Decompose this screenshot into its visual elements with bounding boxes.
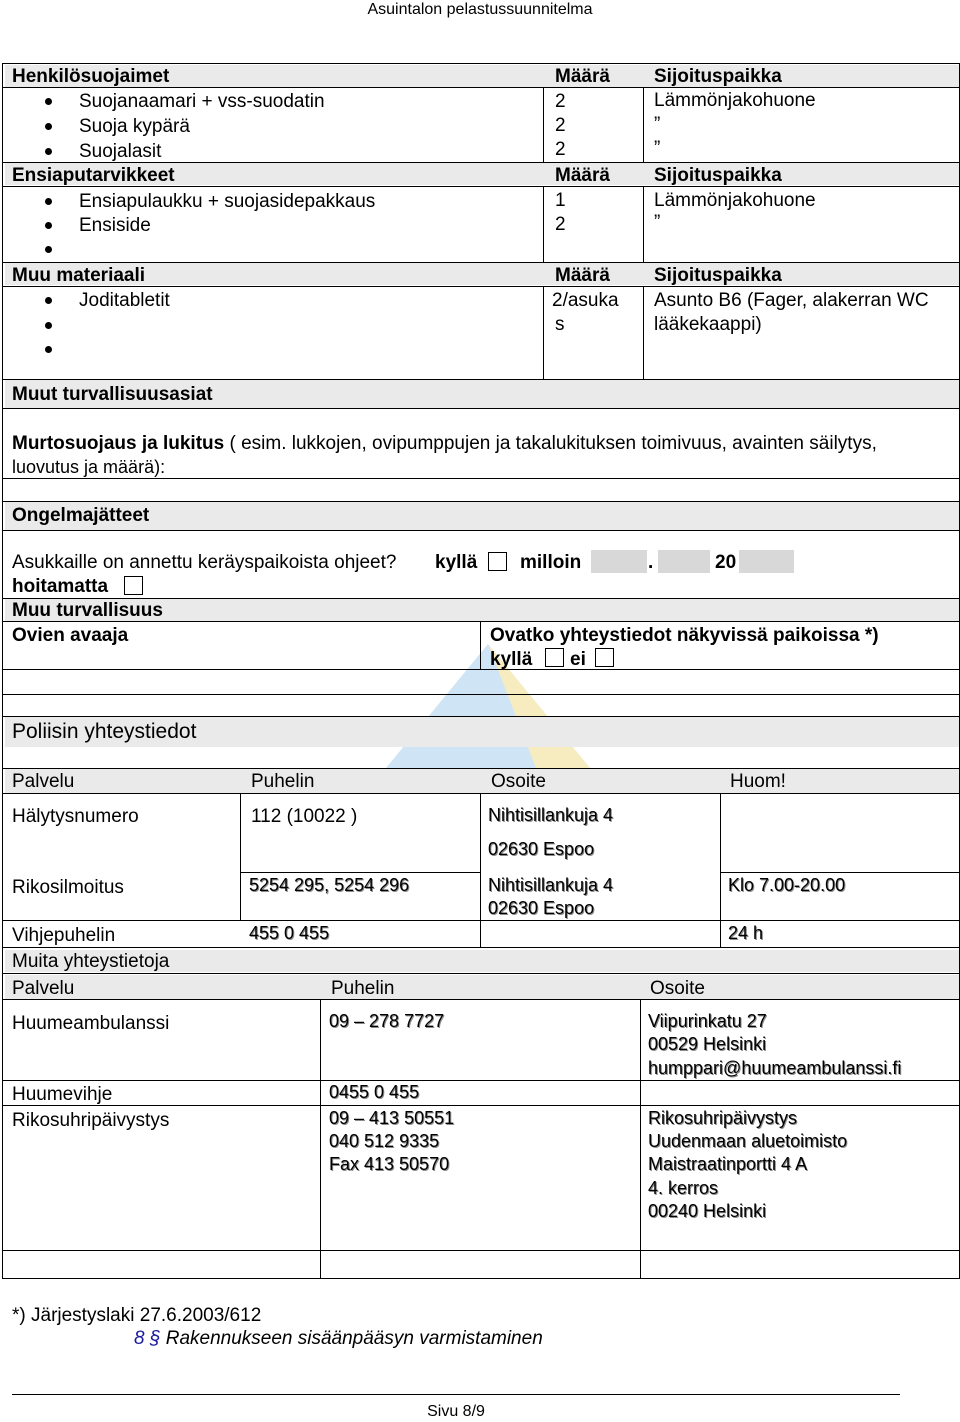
ppe-loc: ” xyxy=(654,114,661,135)
waste-date-month[interactable] xyxy=(658,550,710,573)
drug-tip-service: Huumevihje xyxy=(12,1084,113,1105)
police-col-address: Osoite xyxy=(491,771,546,792)
firstaid-qty: 2 xyxy=(555,214,566,235)
ppe-qty: 2 xyxy=(555,115,566,136)
ppe-loc: Lämmönjakohuone xyxy=(654,90,816,111)
waste-heading: Ongelmajätteet xyxy=(12,505,150,526)
door-opener-label: Ovien avaaja xyxy=(12,625,129,646)
bullet-icon xyxy=(45,198,52,205)
firstaid-qty: 1 xyxy=(555,190,566,211)
waste-not-done-label: hoitamatta xyxy=(12,576,109,597)
tip-note: 24 h xyxy=(728,923,764,943)
firstaid-item: Ensiside xyxy=(79,215,151,236)
lock-label: Murtosuojaus ja lukitus xyxy=(12,433,225,454)
material-heading: Muu materiaali xyxy=(12,265,146,286)
waste-when-label: milloin xyxy=(520,552,582,573)
ppe-loc: ” xyxy=(654,138,661,159)
emergency-postcode: 02630 Espoo xyxy=(488,839,595,859)
report-postcode: 02630 Espoo xyxy=(488,898,595,918)
firstaid-item: Ensiapulaukku + suojasidepakkaus xyxy=(79,191,376,212)
material-loc: Asunto B6 (Fager, alakerran WC xyxy=(654,290,929,311)
waste-yes-label: kyllä xyxy=(435,552,478,573)
other-contacts-heading: Muita yhteystietoja xyxy=(12,951,170,972)
bullet-icon xyxy=(45,346,52,353)
police-heading: Poliisin yhteystiedot xyxy=(12,720,197,743)
crime-duty-fax: Fax 413 50570 xyxy=(329,1154,450,1174)
crime-duty-addr-city: 00240 Helsinki xyxy=(648,1201,767,1221)
bullet-icon xyxy=(45,123,52,130)
crime-duty-addr-office: Uudenmaan aluetoimisto xyxy=(648,1131,848,1151)
ppe-qty: 2 xyxy=(555,91,566,112)
firstaid-heading: Ensiaputarvikkeet xyxy=(12,165,175,186)
ppe-item: Suojalasit xyxy=(79,141,162,162)
report-note: Klo 7.00-20.00 xyxy=(728,875,846,895)
emergency-phone: 112 (10022 ) xyxy=(251,806,358,827)
footnote: *) Järjestyslaki 27.6.2003/612 xyxy=(12,1305,262,1326)
bullet-icon xyxy=(45,222,52,229)
crime-duty-service: Rikosuhripäivystys xyxy=(12,1110,170,1131)
material-loc-cont: lääkekaappi) xyxy=(654,314,762,335)
crime-duty-mobile: 040 512 9335 xyxy=(329,1131,440,1151)
ppe-item: Suojanaamari + vss-suodatin xyxy=(79,91,325,112)
bullet-icon xyxy=(45,322,52,329)
crime-duty-addr-name: Rikosuhripäivystys xyxy=(648,1108,798,1128)
waste-yes-checkbox[interactable] xyxy=(488,552,507,571)
material-qty: 2/asuka xyxy=(552,290,619,311)
running-header: Asuintalon pelastussuunnitelma xyxy=(367,1,593,18)
section-title: Rakennukseen sisäänpääsyn varmistaminen xyxy=(165,1328,543,1349)
police-col-note: Huom! xyxy=(730,771,786,792)
ppe-loc-header: Sijoituspaikka xyxy=(654,66,782,87)
ppe-heading: Henkilösuojaimet xyxy=(12,66,170,87)
firstaid-loc-header: Sijoituspaikka xyxy=(654,165,782,186)
safety-heading: Muut turvallisuusasiat xyxy=(12,384,213,405)
waste-question: Asukkaille on annettu keräyspaikoista ohjeet? xyxy=(12,552,397,573)
crime-duty-addr-floor: 4. kerros xyxy=(648,1178,719,1198)
emergency-service: Hälytysnumero xyxy=(12,806,139,827)
crime-duty-addr-street: Maistraatinportti 4 A xyxy=(648,1154,808,1174)
ppe-qty: 2 xyxy=(555,139,566,160)
security-heading: Muu turvallisuus xyxy=(12,600,163,621)
section-sign-icon: § xyxy=(149,1328,161,1349)
lock-desc: ( esim. lukkojen, ovipumppujen ja takalukituksen toimivuus, avainten säilytys, xyxy=(224,433,877,454)
crime-duty-phone: 09 – 413 50551 xyxy=(329,1108,455,1128)
contacts-no-label: ei xyxy=(570,649,586,670)
waste-date-day[interactable] xyxy=(591,550,647,573)
report-phone: 5254 295, 5254 296 xyxy=(249,875,410,895)
report-address: Nihtisillankuja 4 xyxy=(488,875,614,895)
firstaid-loc: Lämmönjakohuone xyxy=(654,190,816,211)
bullet-icon xyxy=(45,297,52,304)
ppe-item: Suoja kypärä xyxy=(79,116,190,137)
section-reference[interactable] xyxy=(134,1327,543,1350)
other-col-phone: Puhelin xyxy=(331,978,395,999)
waste-not-done-checkbox[interactable] xyxy=(124,576,143,595)
other-col-service: Palvelu xyxy=(12,978,75,999)
tip-service: Vihjepuhelin xyxy=(12,925,116,946)
police-col-phone: Puhelin xyxy=(251,771,315,792)
material-qty-cont: s xyxy=(555,314,565,335)
material-item: Joditabletit xyxy=(79,290,170,311)
lock-desc-cont: luovutus ja määrä): xyxy=(12,457,166,477)
drug-ambulance-service: Huumeambulanssi xyxy=(12,1013,170,1034)
firstaid-loc: ” xyxy=(654,212,661,233)
contacts-yes-checkbox[interactable] xyxy=(545,648,564,667)
page-number: Sivu 8/9 xyxy=(427,1403,485,1420)
bullet-icon xyxy=(45,148,52,155)
section-number: 8 xyxy=(134,1328,145,1349)
contacts-no-checkbox[interactable] xyxy=(595,648,614,667)
firstaid-qty-header: Määrä xyxy=(555,165,610,186)
waste-year-prefix: 20 xyxy=(715,552,737,573)
waste-date-year[interactable] xyxy=(739,550,794,573)
drug-ambulance-email[interactable]: humppari@huumeambulanssi.fi xyxy=(648,1058,902,1078)
emergency-address: Nihtisillankuja 4 xyxy=(488,805,614,825)
contacts-question: Ovatko yhteystiedot näkyvissä paikoissa *) xyxy=(490,625,879,646)
police-col-service: Palvelu xyxy=(12,771,75,792)
date-separator: . xyxy=(648,552,654,573)
report-service: Rikosilmoitus xyxy=(12,877,124,898)
ppe-qty-header: Määrä xyxy=(555,66,610,87)
material-qty-header: Määrä xyxy=(555,265,610,286)
drug-ambulance-street: Viipurinkatu 27 xyxy=(648,1011,767,1031)
drug-ambulance-city: 00529 Helsinki xyxy=(648,1034,767,1054)
bullet-icon xyxy=(45,246,52,253)
drug-ambulance-phone: 09 – 278 7727 xyxy=(329,1011,445,1031)
material-loc-header: Sijoituspaikka xyxy=(654,265,782,286)
lock-text xyxy=(12,432,877,455)
other-col-address: Osoite xyxy=(650,978,705,999)
tip-phone: 455 0 455 xyxy=(249,923,330,943)
bullet-icon xyxy=(45,98,52,105)
contacts-yes-label: kyllä xyxy=(490,649,533,670)
drug-tip-phone: 0455 0 455 xyxy=(329,1082,420,1102)
footer-rule xyxy=(12,1394,900,1395)
